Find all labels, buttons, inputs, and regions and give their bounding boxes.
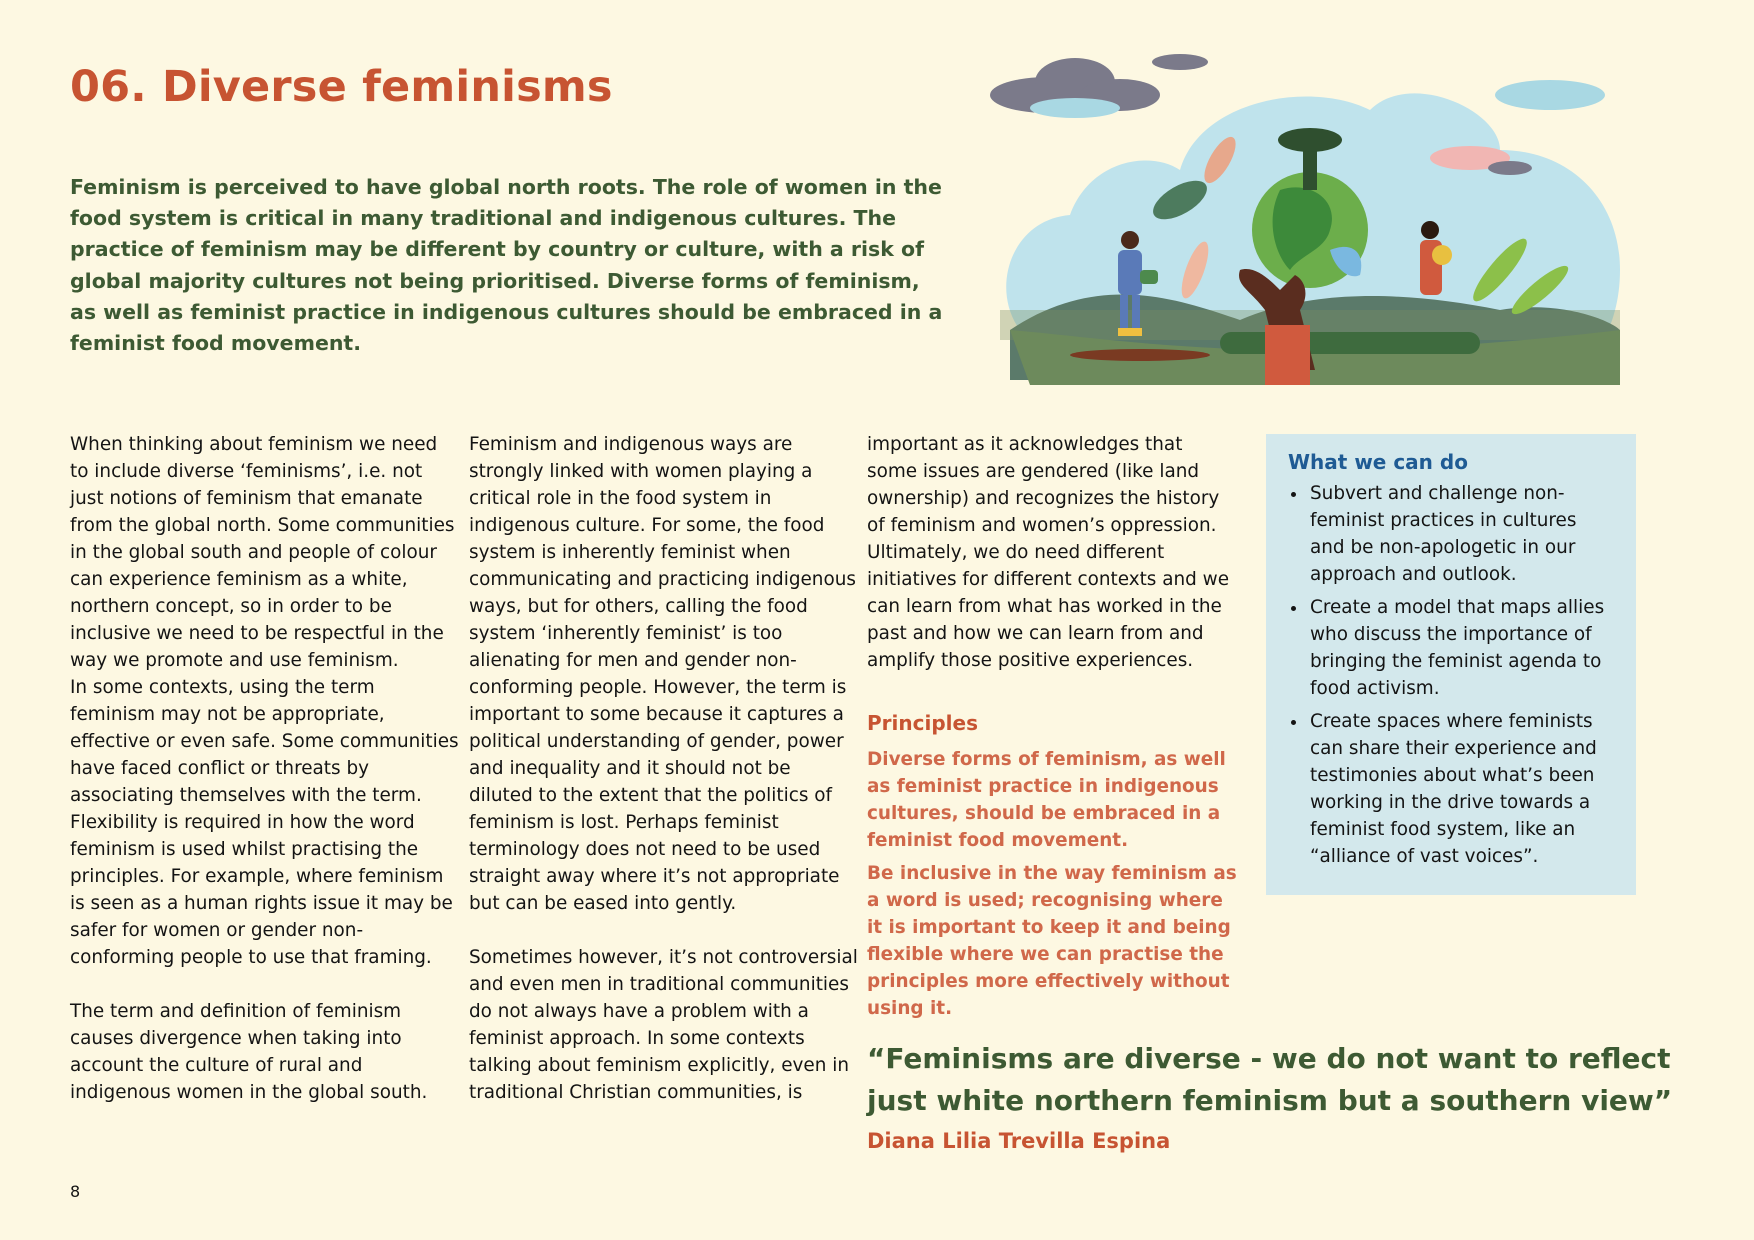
paragraph: Feminism and indigenous ways are strongly linked with women playing a critical role in the food system in indigenous culture. For some, the food system is inherently feminist when communicating and practicing indigenous ways, but for others, calling the food system ‘inherently feminist’ is too alienating for men and gender non-conforming people. However, the term is important to some because it captures a political understanding of gender, power and inequality and it should not be diluted to the extent that the politics of feminism is lost. Perhaps feminist terminology does not need to be used straight away where it’s not appropriate but can be eased into gently. [469,434,856,914]
what-we-can-do-box [1266,434,1636,895]
pull-quote: “Feminisms are diverse - we do not want to reflect just white northern feminism but a southern view” [867,1042,1673,1117]
body-column-1 [70,431,460,1106]
quote-author: Diana Lilia Trevilla Espina [867,1129,1171,1153]
what-we-can-do-heading: What we can do [1288,450,1468,474]
paragraph: In some contexts, using the term feminism may not be appropriate, effective or even safe. Some communities have faced conflict or threats by associating themselves with the term. Flexibility is required in how the word feminism is used whilst practising the principles. For example, where feminism is seen as a human rights issue it may be safer for women or gender non-conforming people to use that framing. [70,677,459,968]
body-column-3 [867,431,1237,674]
action-item: • Create spaces where feminists can share their experience and testimonies about what’s been working in the drive towards a feminist food system, like an “alliance of vast voices”. [1308,708,1614,870]
action-item: • Subvert and challenge non-feminist practices in cultures and be non-apologetic in our approach and outlook. [1308,480,1614,588]
globe-illustration [980,40,1640,400]
principles-heading: Principles [867,711,978,735]
principles-list [867,746,1237,1028]
action-item: • Create a model that maps allies who discuss the importance of bringing the feminist agenda to food activism. [1308,594,1614,702]
page-title: 06. Diverse feminisms [70,62,613,112]
paragraph: important as it acknowledges that some issues are gendered (like land ownership) and recognizes the history of feminism and women’s oppression. Ultimately, we do need different initiatives for different contexts and we can learn from what has worked in the past and how we can learn from and amplify those positive experiences. [867,434,1230,671]
principle-item: Be inclusive in the way feminism as a word is used; recognising where it is important to keep it and being flexible where we can practise the principles more effectively without using it. [867,863,1237,1019]
intro-paragraph: Feminism is perceived to have global north roots. The role of women in the food system is critical in many traditional and indigenous cultures. The practice of feminism may be different by country or culture, with a risk of global majority cultures not being prioritised. Diverse forms of feminism, as well as feminist practice in indigenous cultures should be embraced in a feminist food movement. [70,175,943,356]
paragraph: The term and definition of feminism causes divergence when taking into account the culture of rural and indigenous women in the global south. [70,1001,428,1103]
body-column-2 [469,431,859,1106]
paragraph: Sometimes however, it’s not controversial and even men in traditional communities do not always have a problem with a feminist approach. In some contexts talking about feminism explicitly, even in traditional Christian communities, is [469,947,858,1103]
page-number: 8 [70,1182,81,1201]
paragraph: When thinking about feminism we need to include diverse ‘feminisms’, i.e. not just notions of feminism that emanate from the global north. Some communities in the global south and people of colour can experience feminism as a white, northern concept, so in order to be inclusive we need to be respectful in the way we promote and use feminism. [70,434,455,671]
action-list [1288,480,1614,870]
principle-item: Diverse forms of feminism, as well as feminist practice in indigenous cultures, should be embraced in a feminist food movement. [867,749,1226,851]
